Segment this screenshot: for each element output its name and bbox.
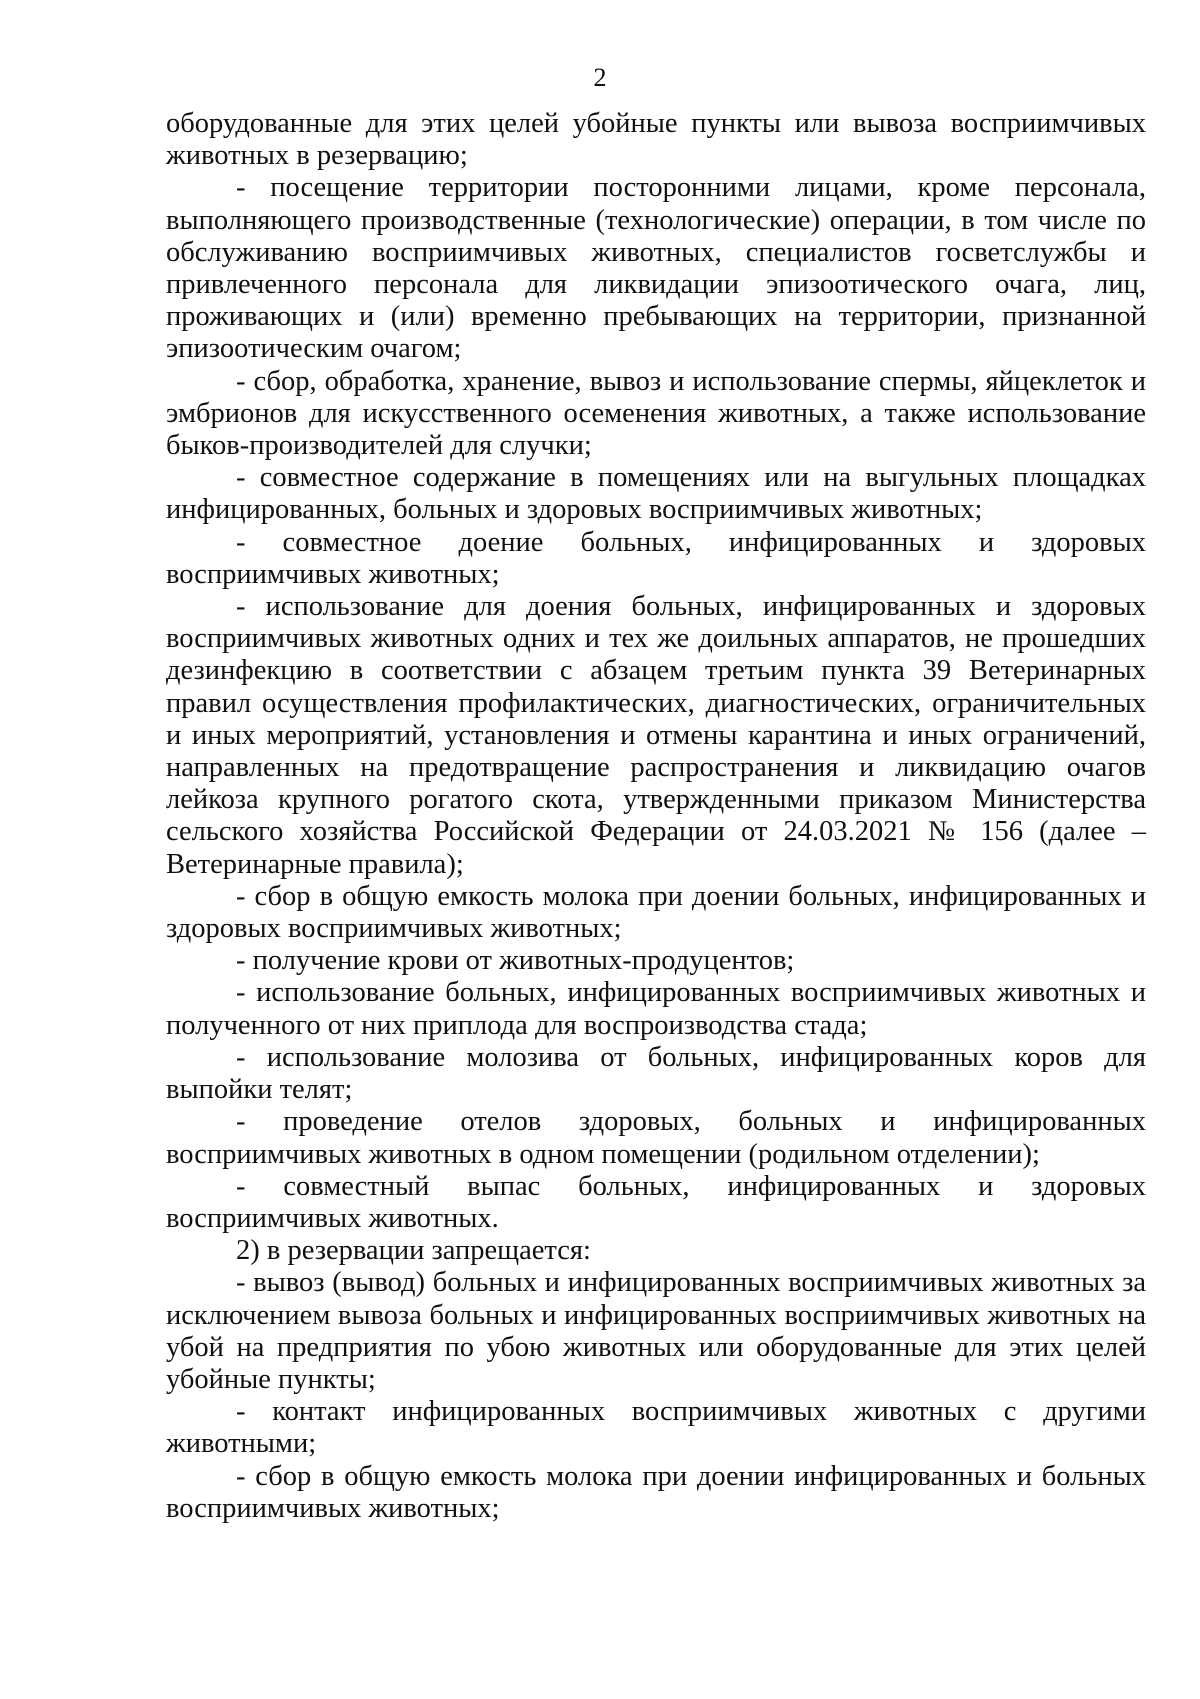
paragraph-2: - посещение территории посторонними лицами, кроме персонала, выполняющего производственные (технологические) операции, в том числе по обслуживанию восприимчивых животных, специалистов госветслужбы и привлеченного персонала для ликвидации эпизоотического очага, лиц, проживающих и (или) временно пребывающих на территории, признанной эпизоотическим очагом; xyxy=(166,172,1146,365)
paragraph-3: - сбор, обработка, хранение, вывоз и использование спермы, яйцеклеток и эмбрионов для искусственного осеменения животных, а также использование быков-производителей для случки; xyxy=(166,365,1146,462)
paragraph-5: - совместное доение больных, инфицированных и здоровых восприимчивых животных; xyxy=(166,526,1146,590)
paragraph-10: - использование молозива от больных, инфицированных коров для выпойки телят; xyxy=(166,1041,1146,1106)
paragraph-8: - получение крови от животных-продуцентов; xyxy=(236,945,795,977)
paragraph-7: - сбор в общую емкость молока при доении больных, инфицированных и здоровых восприимчивых животных; xyxy=(166,880,1146,945)
document-body xyxy=(166,108,1146,1525)
paragraph-6: - использование для доения больных, инфицированных и здоровых восприимчивых животных одних и тех же доильных аппаратов, не прошедших дезинфекцию в соответствии с абзацем третьим пункта 39 Ветеринарных правил осуществления профилактических, диагностических, ограничительных и иных мероприятий, установления и отмены карантина и иных ограничений, направленных на предотвращение распространения и ликвидацию очагов лейкоза крупного рогатого скота, утвержденными приказом Министерства сельского хозяйства Российской Федерации от 24.03.2021 № 156 (далее – Ветеринарные правила); xyxy=(166,591,1146,880)
page-number: 2 xyxy=(593,63,607,92)
paragraph-11: - проведение отелов здоровых, больных и инфицированных восприимчивых животных в одном помещении (родильном отделении); xyxy=(166,1106,1146,1170)
paragraph-13: 2) в резервации запрещается: xyxy=(236,1235,591,1267)
paragraph-9: - использование больных, инфицированных восприимчивых животных и полученного от них приплода для воспроизводства стада; xyxy=(166,977,1146,1041)
paragraph-12: - совместный выпас больных, инфицированных и здоровых восприимчивых животных. xyxy=(166,1170,1146,1234)
paragraph-1: оборудованные для этих целей убойные пункты или вывоза восприимчивых животных в резервацию; xyxy=(166,108,1146,172)
paragraph-15: - контакт инфицированных восприимчивых животных с другими животными; xyxy=(166,1396,1146,1460)
paragraph-4: - совместное содержание в помещениях или на выгульных площадках инфицированных, больных и здоровых восприимчивых животных; xyxy=(166,462,1146,526)
paragraph-14: - вывоз (вывод) больных и инфицированных восприимчивых животных за исключением вывоза больных и инфицированных восприимчивых животных на убой на предприятия по убою животных или оборудованные для этих целей убойные пункты; xyxy=(166,1267,1146,1395)
paragraph-16: - сбор в общую емкость молока при доении инфицированных и больных восприимчивых животных; xyxy=(166,1460,1146,1524)
